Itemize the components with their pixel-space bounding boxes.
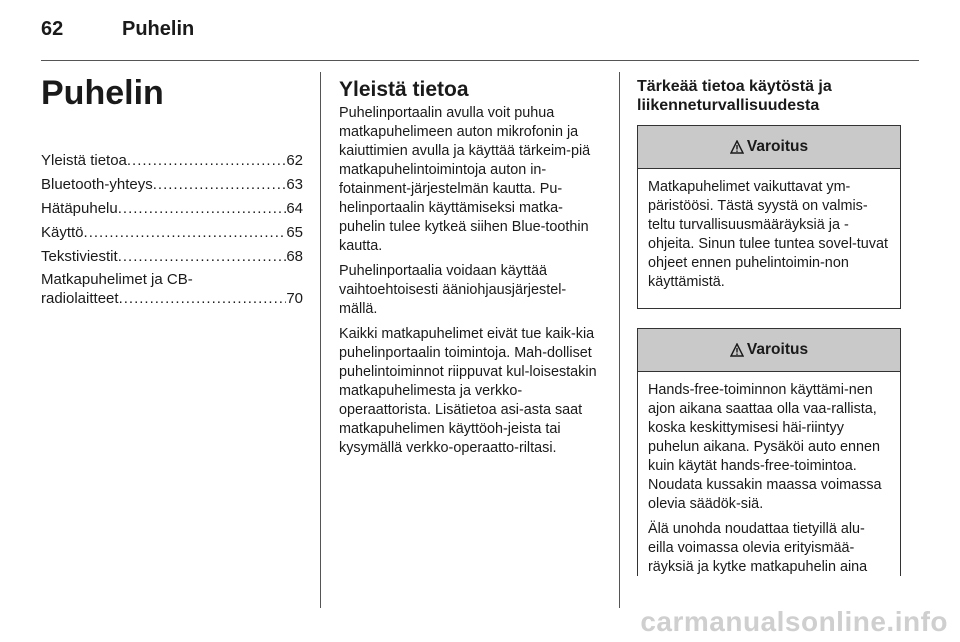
toc-leader-dots bbox=[127, 150, 286, 171]
warning-triangle-icon bbox=[730, 140, 744, 154]
warning-title: Varoitus bbox=[746, 138, 809, 155]
section-heading: Yleistä tietoa bbox=[339, 78, 469, 101]
chapter-title: Puhelin bbox=[41, 74, 164, 112]
warning-text: Älä unohda noudattaa tietyillä alu-eilla voimassa olevia erityismää-räyksiä ja kytke matkapuhelin aina bbox=[648, 521, 868, 575]
warning-title: Varoitus bbox=[746, 341, 809, 358]
toc-entry-page: 63 bbox=[286, 176, 303, 193]
toc-entry-label: Tekstiviestit bbox=[41, 248, 118, 265]
column-divider-1 bbox=[320, 72, 321, 608]
toc-entry-label-continued: radiolaitteet bbox=[41, 290, 119, 307]
toc-entry[interactable] bbox=[41, 198, 303, 219]
toc-entry-page: 68 bbox=[286, 248, 303, 265]
body-paragraph: Puhelinportaalin avulla voit puhua matkapuhelimeen auton mikrofonin ja kaiuttimien avulla ja käyttää tärkeim-piä matkapuhelintoimintoja auton in-fotainment-järjestelmän kautta. Pu-helinportaalin käyttämiseksi matka-puhelin tulee kytkeä siihen Blue-toothin kautta. bbox=[339, 105, 591, 254]
page-number: 62 bbox=[41, 18, 64, 40]
toc-entry-page: 64 bbox=[286, 200, 303, 217]
toc-entry[interactable] bbox=[41, 246, 303, 267]
safety-column bbox=[637, 77, 901, 576]
toc-entry-label: Matkapuhelimet ja CB- bbox=[41, 271, 193, 288]
toc-entry-page: 65 bbox=[286, 224, 303, 241]
toc-entry[interactable] bbox=[41, 222, 303, 243]
toc-entry-label: Bluetooth-yhteys bbox=[41, 176, 153, 193]
chapter-toc-column bbox=[41, 73, 303, 308]
warning-header bbox=[638, 329, 900, 372]
toc-entry-page: 70 bbox=[286, 290, 303, 307]
toc-leader-dots bbox=[118, 246, 287, 267]
general-info-column bbox=[339, 78, 604, 464]
toc-entry-label: Yleistä tietoa bbox=[41, 152, 127, 169]
section-heading: Tärkeää tietoa käytöstä ja liikenneturvallisuudesta bbox=[637, 78, 832, 114]
warning-text: Matkapuhelimet vaikuttavat ym-päristöösi. Tästä syystä on valmis-teltu turvallisuusmääräyksiä ja -ohjeita. Sinun tulee tuntea sovel-tuvat ohjeet ennen puhelintoimin-non käyttämistä. bbox=[648, 179, 889, 290]
body-paragraph: Puhelinportaalia voidaan käyttää vaihtoehtoisesti ääniohjausjärjestel-mällä. bbox=[339, 263, 567, 317]
toc-entry-label: Käyttö bbox=[41, 224, 84, 241]
header-divider bbox=[41, 60, 919, 61]
warning-header bbox=[638, 126, 900, 169]
toc-entry[interactable] bbox=[41, 270, 303, 308]
toc-leader-dots bbox=[118, 198, 287, 219]
toc-entry[interactable] bbox=[41, 150, 303, 171]
watermark: carmanualsonline.info bbox=[640, 606, 948, 637]
toc-entry-page: 62 bbox=[286, 152, 303, 169]
warning-text: Hands-free-toiminnon käyttämi-nen ajon aikana saattaa olla vaa-rallista, koska keskittymisesi häi-riintyy puhelun aikana. Pysäköi auto ennen kuin käytät hands-free-toimintoa. Noudata kussakin maassa voimassa olevia säädök-siä. bbox=[648, 382, 882, 512]
warning-box bbox=[637, 125, 901, 309]
header-section-title: Puhelin bbox=[122, 18, 195, 40]
warning-box bbox=[637, 328, 901, 576]
body-paragraph: Kaikki matkapuhelimet eivät tue kaik-kia puhelinportaalin toimintoja. Mah-dolliset puhelintoiminnot riippuvat kul-loisestakin matkapuhelimesta ja verkko-operaattorista. Lisätietoa asi-asta saat matkapuhelimen käyttöoh-jeista tai kysymällä verkko-operaatto-riltasi. bbox=[339, 326, 597, 456]
table-of-contents bbox=[41, 150, 303, 308]
toc-entry[interactable] bbox=[41, 174, 303, 195]
toc-leader-dots bbox=[84, 222, 287, 243]
warning-triangle-icon bbox=[730, 343, 744, 357]
toc-entry-label: Hätäpuhelu bbox=[41, 200, 118, 217]
column-divider-2 bbox=[619, 72, 620, 608]
toc-leader-dots bbox=[153, 174, 287, 195]
toc-leader-dots bbox=[119, 289, 287, 308]
